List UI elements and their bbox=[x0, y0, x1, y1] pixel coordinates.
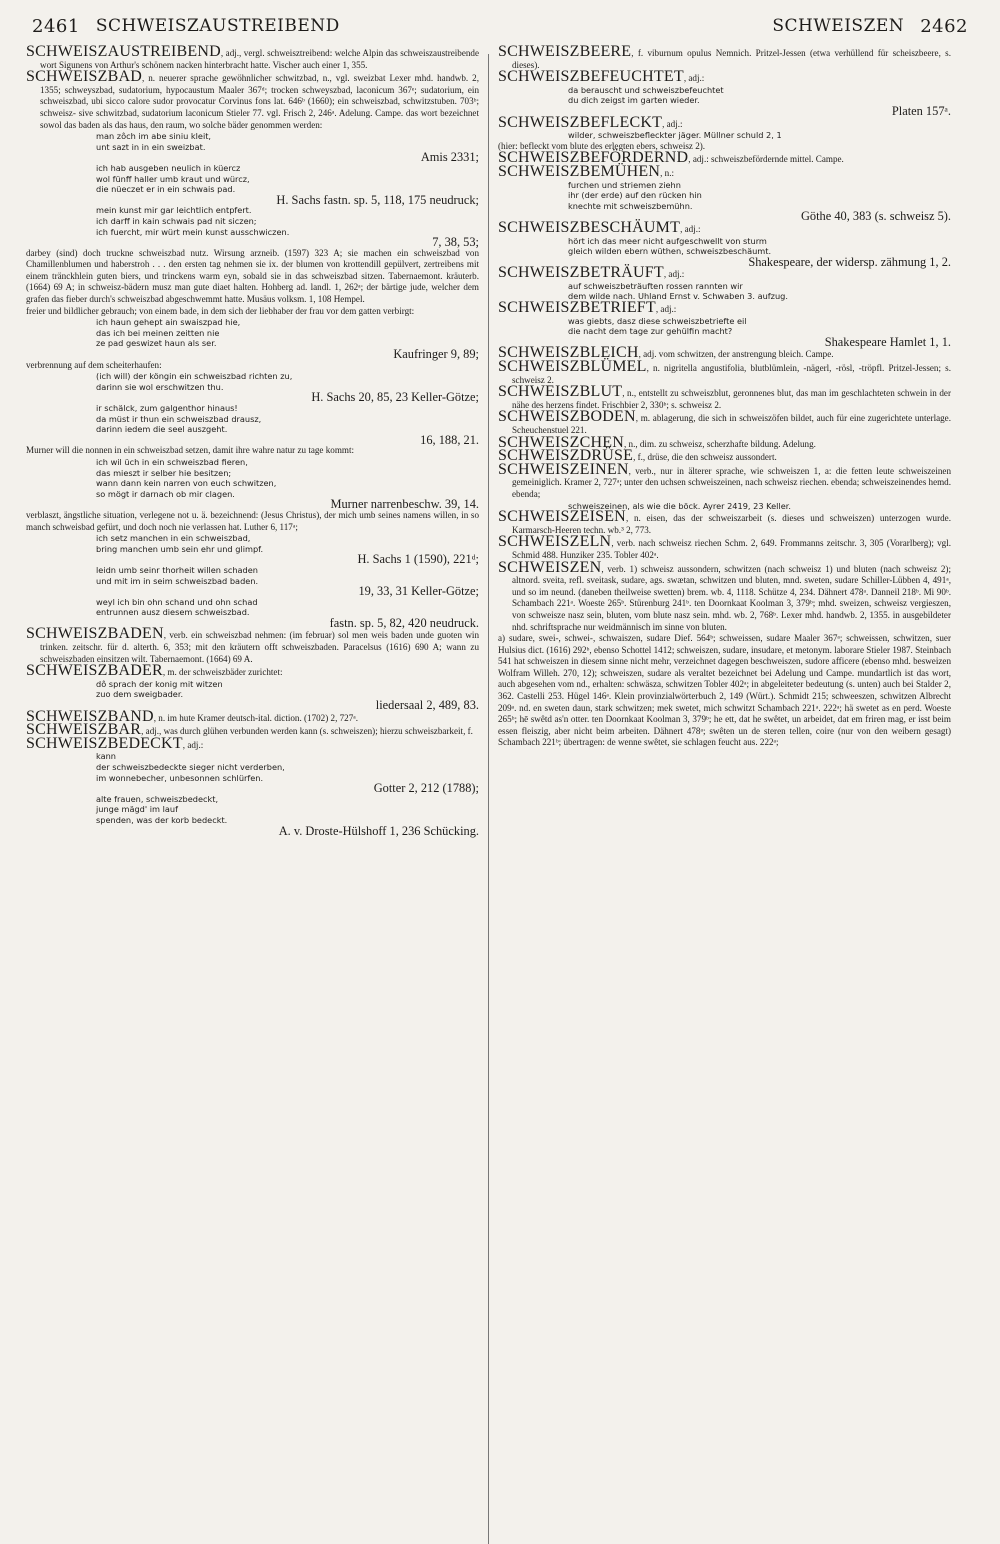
verse-line: wol fünff haller umb kraut und würcz, bbox=[96, 173, 250, 184]
headword: SCHWEISZCHEN bbox=[498, 433, 624, 451]
citation-source: H. Sachs fastn. sp. 5, 118, 175 neudruck; bbox=[276, 192, 479, 207]
headword: SCHWEISZBEFLECKT bbox=[498, 113, 663, 131]
verse-line: da müst ir thun ein schweiszbad drausz, bbox=[96, 413, 262, 424]
dictionary-entry: SCHWEISZBODEN, m. ablagerung, die sich in schweiszöfen bildet, auch für eine zugerichtete unterlage. Scheuchenstuel 221. bbox=[498, 408, 951, 435]
verse-line: spenden, was der korb bedeckt. bbox=[96, 814, 228, 825]
verse-line: alte frauen, schweiszbedeckt, bbox=[96, 793, 219, 804]
verse-line: das ich bei meinen zeitten nie bbox=[96, 327, 220, 338]
headword: SCHWEISZBAND bbox=[26, 707, 154, 725]
dictionary-entry: SCHWEISZBAND, n. im hute Kramer deutsch-ital. diction. (1702) 2, 727ᵃ. bbox=[26, 707, 359, 725]
citation-source: H. Sachs 20, 85, 23 Keller-Götze; bbox=[311, 390, 479, 405]
verse-line: furchen und striemen ziehn bbox=[568, 179, 681, 190]
verse-line: ich haun gehept ain swaiszpad hie, bbox=[96, 317, 241, 328]
verse-line: ihr (der erde) auf den rücken hin bbox=[568, 190, 702, 201]
dictionary-entry: SCHWEISZBETRÄUFT, adj.: bbox=[498, 264, 685, 282]
dictionary-entry: SCHWEISZBLEICH, adj. vom schwitzen, der anstrengung bleich. Campe. bbox=[498, 344, 834, 362]
verse-line: wilder, schweiszbefleckter jäger. Müllner schuld 2, 1 bbox=[568, 130, 782, 141]
citation-source: liedersaal 2, 489, 83. bbox=[375, 698, 479, 713]
citation-block bbox=[498, 316, 951, 348]
citation-source: Göthe 40, 383 (s. schweisz 5). bbox=[800, 209, 951, 224]
headword: SCHWEISZBLUT bbox=[498, 383, 623, 401]
citation-block bbox=[26, 679, 479, 711]
verse-line: hört ich das meer nicht aufgeschwellt von sturm bbox=[568, 235, 767, 246]
right-column bbox=[489, 43, 951, 1544]
dictionary-entry: SCHWEISZBLUT, n., entstellt zu schweiszblut, geronnenes blut, das man im geschlachteten schwein in der nähe des herzens findet. Frischbier 2, 330ᵇ; s. schweisz 2. bbox=[498, 383, 951, 410]
verse-line: entrunnen ausz diesem schweiszbad. bbox=[96, 607, 250, 618]
dictionary-entry: SCHWEISZBADEN, verb. ein schweiszbad nehmen: (im februar) sol men weis baden unde guoten win trinken. zeitschr. für d. alterth. 6, 353; mit den kräutern offt schweiszbaden. Paracelsus (1616) 690 A; wann zu schweiszbaden einsitzen wilt. Tabernaemont. (1664) 69 A. bbox=[26, 625, 479, 664]
verse-line: ir schälck, zum galgenthor hinaus! bbox=[96, 403, 238, 413]
dictionary-entry: SCHWEISZBESCHÄUMT, adj.: bbox=[498, 218, 701, 236]
verse-line: das mieszt ir selber hie besitzen; bbox=[96, 467, 232, 478]
citation-block bbox=[498, 180, 951, 222]
dictionary-entry: SCHWEISZDRÜSE, f., drüse, die den schweisz aussondert. bbox=[498, 447, 777, 465]
headword: SCHWEISZELN bbox=[498, 533, 612, 551]
citation-block bbox=[26, 751, 479, 796]
left-running-head: SCHWEISZAUSTREIBEND bbox=[95, 16, 340, 36]
verse-line: auf schweiszbeträuften rossen rannten wir bbox=[568, 280, 743, 291]
headword: SCHWEISZBODEN bbox=[498, 408, 636, 426]
citation-source: Gotter 2, 212 (1788); bbox=[373, 781, 479, 796]
verse-line: unt sazt in in ein sweizbat. bbox=[96, 141, 206, 152]
right-page-number: 2462 bbox=[920, 15, 968, 37]
verse-line: ich darff in kain schwais pad nit siczen; bbox=[96, 215, 257, 226]
headword: SCHWEISZBEDECKT bbox=[26, 734, 183, 752]
headword: SCHWEISZBAD bbox=[26, 68, 142, 86]
entry-paragraph: verbrennung auf dem scheiterhaufen: bbox=[26, 359, 162, 370]
headword: SCHWEISZAUSTREIBEND bbox=[26, 43, 221, 60]
dictionary-entry: SCHWEISZAUSTREIBEND, adj., vergl. schweisztreibend: welche Alpin das schweiszaustreibende wort Sigunens von Arthur's schönem nacken hinterbracht hatte. Vischer auch einer 1, 355. bbox=[26, 43, 479, 70]
headword: SCHWEISZBETRIEFT bbox=[498, 299, 656, 317]
page-header bbox=[26, 6, 974, 46]
left-column bbox=[26, 43, 488, 1544]
dictionary-entry: SCHWEISZBLÜMEL, n. nigritella angustifolia, blutblümlein, -nägerl, -rösl, -tröpfl. Pritzel-Jessen; s. schweisz 2. bbox=[498, 358, 951, 385]
citation-block bbox=[26, 317, 479, 362]
citation-source: Kaufringer 9, 89; bbox=[393, 347, 479, 362]
verse-line: und mit im in seim schweiszbad baden. bbox=[96, 575, 259, 586]
verse-line: im wonnebecher, unbesonnen schlürfen. bbox=[96, 772, 264, 783]
verse-line: du dich zeigst im garten wieder. bbox=[568, 95, 700, 106]
verse-line: dem wilde nach. Uhland Ernst v. Schwaben 3. aufzug. bbox=[568, 291, 788, 302]
header-right bbox=[500, 16, 974, 37]
verse-line: weyl ich bin ohn schand und ohn schad bbox=[96, 596, 258, 607]
entry-paragraph: verblaszt, ängstliche situation, verlegene not u. ä. bezeichnend: (Jesus Christus), der mich umb seines namens willen, in so manch schweisbad gefürt, und doch noch nie verlassen hat. Luther 6, 117ᵃ; bbox=[26, 509, 479, 532]
dictionary-entry: SCHWEISZBEMÜHEN, n.: bbox=[498, 162, 675, 180]
headword: SCHWEISZEINEN bbox=[498, 460, 629, 478]
headword: SCHWEISZEN bbox=[498, 558, 602, 576]
dictionary-entry: SCHWEISZBADER, m. der schweiszbäder zurichtet: bbox=[26, 662, 283, 680]
two-column-body bbox=[26, 43, 974, 1544]
verse-line: was giebts, dasz diese schweiszbetriefte eil bbox=[568, 315, 747, 326]
dictionary-entry: SCHWEISZEISEN, n. eisen, das der schweiszarbeit (s. dieses und schweiszen) unterzogen wurde. Karmarsch-Heeren techn. wb.³ 2, 773. bbox=[498, 508, 951, 535]
citation-block bbox=[26, 794, 479, 836]
left-page-number: 2461 bbox=[32, 15, 80, 37]
citation-block bbox=[498, 85, 951, 117]
citation-source: Amis 2331; bbox=[420, 150, 479, 165]
dictionary-entry: SCHWEISZCHEN, n., dim. zu schweisz, scherzhafte bildung. Adelung. bbox=[498, 433, 816, 451]
verse-line: knechte mit schweiszbemühn. bbox=[568, 200, 693, 211]
dictionary-entry: SCHWEISZBETRIEFT, adj.: bbox=[498, 299, 677, 317]
headword: SCHWEISZBLÜMEL bbox=[498, 358, 647, 376]
dictionary-entry: SCHWEISZBEERE, f. viburnum opulus Nemnich. Pritzel-Jessen (etwa verhüllend für scheiszbeere, s. dieses). bbox=[498, 43, 951, 70]
verse-line: so mögt ir darnach ob mir clagen. bbox=[96, 488, 235, 499]
entry-paragraph: a) sudare, swei-, schwei-, schwaiszen, sudare Dief. 564ᵇ; schweissen, sudare Maaler 367ᵃ; schweissen, schwitzen, suer Hulsius dict. (1616) 292ᵇ, ebenso Schottel 1412; schweiszen, sudare, insudare, et metonym. laborare Stieler 1987. Steinbach 541 hat schweiszen in diesem sinne nicht mehr, verzeichnet dagegen beschweiszen, sudore afficere (ebenso mhd. besweizen Wolfram Willeh. 270, 12); schweiszen, sudare als veraltet bezeichnet bei Adelung und Campe. mundartlich ist das wort, auch abgesehen vom nd., erhalten: schwäsza, schwitzen Tobler 402ᵃ; in abgeleiteter bedeutung (s. unten) auch bei Stalder 2, 362. Castelli 253. Hügel 146ᵃ. Klein provinzialwörterbuch 2, 149 (Würt.). Schmidt 215; schweeszen, schwitzen Albrecht 209ᵃ. nd. en sweten daun, stark schwitzen; mek swetet, mich schwitzt Schambach 221ᵃ. 222ᵃ; hä swetet as en perd. Woeste 265ᵇ; hē swêtd as'n otter. ten Doornkaat Koolman 3, 379ᵇ; he ett, dat he swêtet, un arbeidet, dat em friren mag, er isst beim essen fleiszig, aber nicht beim arbeiten. Dähnert 478ᵃ; swêten un de steren tellen, coire (nur von den weibern gesagt) Schambach 221ᵇ; übertragen: de wenne swêtet, sie schlagen feucht aus. 222ᵃ; bbox=[498, 633, 951, 748]
headword: SCHWEISZBADER bbox=[26, 662, 163, 680]
dictionary-entry: SCHWEISZBAR, adj., was durch glühen verbunden werden kann (s. schweiszen); hierzu schweiszbarkeit, f. bbox=[26, 721, 473, 739]
citation-source: Murner narrenbeschw. 39, 14. bbox=[330, 497, 479, 512]
citation-block bbox=[26, 131, 479, 163]
citation-source: fastn. sp. 5, 82, 420 neudruck. bbox=[329, 615, 479, 630]
dictionary-entry: SCHWEISZELN, verb. nach schweisz riechen Schm. 2, 649. Frommanns zeitschr. 3, 305 (Vorarlberg); vgl. Schmid 488. Hunziker 235. Tobler 402ᵃ. bbox=[498, 533, 951, 560]
dictionary-entry: SCHWEISZBEFÖRDERND, adj.: schweiszbefördernde mittel. Campe. bbox=[498, 149, 844, 167]
headword: SCHWEISZBADEN bbox=[26, 625, 164, 643]
citation-block bbox=[498, 130, 951, 141]
citation-block bbox=[26, 533, 479, 565]
verse-line: ich fuercht, mir würt mein kunst ausschwiczen. bbox=[96, 226, 290, 237]
dictionary-entry: SCHWEISZBAD, n. neuerer sprache gewöhnlicher schwitzbad, n., vgl. sweizbat Lexer mhd. handwb. 2, 1355; schweyszbad, sudatorium, hypocaustum Maaler 367ᵈ; trocken schweyszbad, laconicum 367ᵉ; sudatorium, ein schweiszbad, ubi sicco calore sudor provocatur Corvinus fons lat. 646ᵇ (1660); ein schweiszbad, schwitzstuben. 703ᵇ; schweisz- sive schwitzbad, sudatorium laconicum Stieler 77. vgl. Frisch 2, 246ᵃ. Adelung. Campe. das wort bezeichnet sowol das baden als das haus, den raum, wo solche bäder genommen werden: bbox=[26, 68, 479, 130]
headword: SCHWEISZBETRÄUFT bbox=[498, 264, 664, 282]
verse-line: dô sprach der konig mit witzen bbox=[96, 678, 223, 689]
headword: SCHWEISZBLEICH bbox=[498, 344, 639, 362]
headword: SCHWEISZEISEN bbox=[498, 508, 626, 526]
citation-source: Shakespeare, der widersp. zähmung 1, 2. bbox=[748, 254, 951, 269]
header-left bbox=[26, 16, 500, 37]
dictionary-entry: SCHWEISZBEFLECKT, adj.: bbox=[498, 113, 683, 131]
citation-source: 16, 188, 21. bbox=[420, 432, 479, 447]
verse-line: man zôch im abe siniu kleit, bbox=[96, 131, 212, 142]
verse-line: die nacht dem tage zur gehülfin macht? bbox=[568, 326, 733, 337]
verse-line: ich setz manchen in ein schweiszbad, bbox=[96, 533, 251, 544]
headword: SCHWEISZBESCHÄUMT bbox=[498, 218, 681, 236]
verse-line: junge mägd' im lauf bbox=[96, 804, 178, 815]
citation-source: Platen 157ᵃ. bbox=[891, 103, 951, 118]
verse-line: (ich will) der köngin ein schweiszbad richten zu, bbox=[96, 371, 293, 382]
citation-block bbox=[26, 597, 479, 629]
citation-block bbox=[26, 205, 479, 250]
citation-source: 19, 33, 31 Keller-Götze; bbox=[358, 584, 479, 599]
headword: SCHWEISZBEFEUCHTET bbox=[498, 68, 684, 86]
verse-line: ich wil üch in ein schweiszbad fieren, bbox=[96, 456, 248, 467]
citation-block bbox=[26, 403, 479, 445]
entry-paragraph: Murner will die nonnen in ein schweiszbad setzen, damit ihre wahre natur zu tage kommt: bbox=[26, 445, 355, 456]
headword: SCHWEISZBEMÜHEN bbox=[498, 162, 661, 180]
verse-line: der schweiszbedeckte sieger nicht verderben, bbox=[96, 762, 285, 772]
citation-block bbox=[498, 236, 951, 268]
verse-line: kann bbox=[96, 751, 116, 762]
verse-line: darinn sie wol erschwitzen thu. bbox=[96, 381, 224, 392]
headword: SCHWEISZBEFÖRDERND bbox=[498, 149, 689, 167]
verse-line: darinn iedem die seel auszgeht. bbox=[96, 424, 228, 435]
citation-block bbox=[26, 565, 479, 597]
dictionary-entry: SCHWEISZEINEN, verb., nur in älterer sprache, wie schweiszen 1, a: die fetten leute schweiszeinen gemeiniglich. Kramer 2, 727ᵃ; unter den uchsen schweiszeinen, nach schweisz riechen. ebenda; schweiszeinendes hemd. ebenda; bbox=[498, 460, 951, 499]
dictionary-entry: SCHWEISZBEFEUCHTET, adj.: bbox=[498, 68, 705, 86]
verse-line: die nüeczet er in ein schwais pad. bbox=[96, 184, 236, 195]
verse-line: ich hab ausgeben neulich in küercz bbox=[96, 162, 241, 173]
right-running-head: SCHWEISZEN bbox=[772, 16, 905, 36]
citation-source: H. Sachs 1 (1590), 221ᵈ; bbox=[357, 552, 479, 567]
entry-paragraph: (hier: befleckt vom blute des erlegten ebers, schweisz 2). bbox=[498, 140, 706, 151]
verse-line: schweiszeinen, als wie die böck. Ayrer 2419, 23 Keller. bbox=[568, 500, 791, 511]
citation-source: A. v. Droste-Hülshoff 1, 236 Schücking. bbox=[278, 823, 479, 838]
citation-source: 7, 38, 53; bbox=[432, 235, 479, 250]
citation-block bbox=[26, 163, 479, 205]
verse-line: leidn umb seinr thorheit willen schaden bbox=[96, 564, 258, 575]
dictionary-entry: SCHWEISZBEDECKT, adj.: bbox=[26, 734, 204, 752]
entry-paragraph: freier und bildlicher gebrauch; von einem bade, in dem sich der liebhaber der frau vor dem gatten verbirgt: bbox=[26, 305, 415, 316]
dictionary-entry: SCHWEISZEN, verb. 1) schweisz aussondern, schwitzen (nach schweisz 1) und bluten (nach schweisz 2); altnord. sveita, refl. sveitask, sudare, ags. swætan, schwitzen und bluten, mnd. sweten, sudare Schiller-Lübben 4, 491ᵃ, und so im neund. (daneben theilweise swetten) brem. wb. 4, 1118. Schütze 4, 234. Dähnert 478ᵃ. Danneil 218ᵇ. Mi 90ᵇ. Schambach 221ᵃ. Woeste 265ᵇ. Stürenburg 241ᵇ. ten Doornkaat Koolman 3, 379ᵇ; mhd. sweizen, schweisz vergieszen, von schweisze nasz sein, bluten, vom blute nasz sein. mhd. wb. 2, 768ᵇ. Lexer mhd. handwb. 2, 1355. in ausgebildeter nhd. schriftsprache nur weidmännisch im sinne von bluten. bbox=[498, 558, 951, 632]
headword: SCHWEISZBEERE bbox=[498, 43, 632, 60]
verse-line: da berauscht und schweiszbefeuchtet bbox=[568, 84, 724, 95]
headword: SCHWEISZBAR bbox=[26, 721, 142, 739]
citation-source: Shakespeare Hamlet 1, 1. bbox=[824, 334, 951, 349]
verse-line: mein kunst mir gar leichtlich entpfert. bbox=[96, 205, 252, 216]
citation-block bbox=[26, 457, 479, 510]
citation-block bbox=[26, 371, 479, 403]
verse-line: gleich wilden ebern wüthen, schweiszbeschäumt. bbox=[568, 246, 772, 257]
verse-line: ze pad geswizet haun als ser. bbox=[96, 338, 217, 349]
headword: SCHWEISZDRÜSE bbox=[498, 447, 634, 465]
verse-line: wann dann kein narren von euch schwitzen, bbox=[96, 478, 277, 489]
verse-line: zuo dem sweigbader. bbox=[96, 689, 184, 700]
entry-paragraph: darbey (sind) doch truckne schweiszbad nutz. Wirsung arzneib. (1597) 323 A; sie machen ein schweiszbad von Chamillenblumen und haberstroh . . . den ersten tag nehmen sie ix. der blumen von krottendill gepülvert, zertreibens mit einem tränckhlein guten biers, und trinckens warm eyn, sobald sie in das schweiszbad sitzen. Tabernaemont. kräuterb. (1664) 69 A; in schweisz-bädern musz man gute diaet halten. Hohberg ad. landl. 1, 262ᵃ; der bärtige jude, welcher dem grafen das fieber durch's schweiszbad abgeschwemmt hatte. Musäus volksm. 1, 108 Hempel. bbox=[26, 247, 479, 305]
verse-line: bring manchen umb sein ehr und glimpf. bbox=[96, 543, 264, 554]
